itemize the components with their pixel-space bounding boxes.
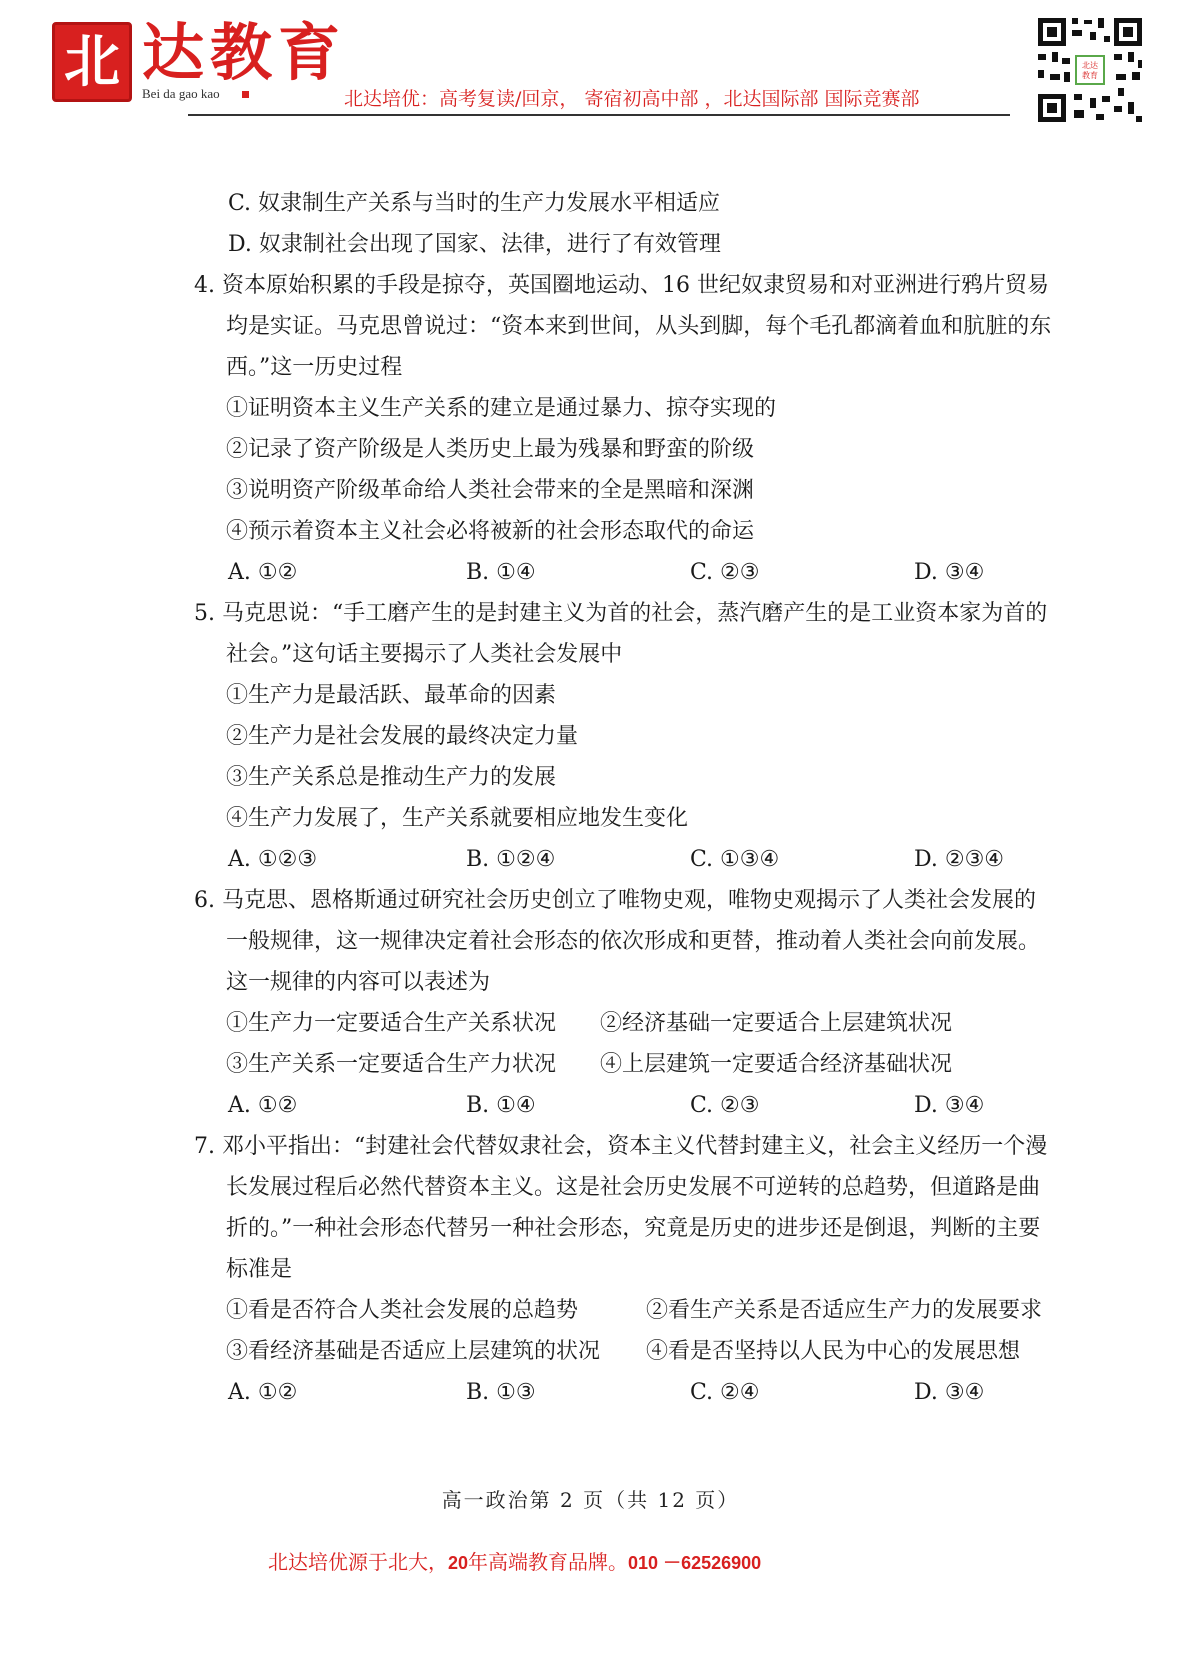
q4-item-2: ②记录了资产阶级是人类历史上最为残暴和野蛮的阶级 — [226, 437, 755, 462]
q5-item-2: ②生产力是社会发展的最终决定力量 — [226, 724, 579, 749]
q4-choice-c: C. ②③ — [690, 560, 760, 585]
q4-item-3: ③说明资产阶级革命给人类社会带来的全是黑暗和深渊 — [226, 478, 755, 503]
q6-item-3: ③生产关系一定要适合生产力状况 — [226, 1052, 557, 1077]
q5-choice-a: A. ①②③ — [228, 847, 318, 872]
q7-choice-c: C. ②④ — [690, 1380, 760, 1405]
q7-stem-3: 折的。”一种社会形态代替另一种社会形态，究竟是历史的进步还是倒退，判断的主要 — [226, 1216, 1041, 1241]
q5-item-1: ①生产力是最活跃、最革命的因素 — [226, 683, 557, 708]
option-c: C. 奴隶制生产关系与当时的生产力发展水平相适应 — [228, 191, 721, 216]
q6-stem-1: 6. 马克思、恩格斯通过研究社会历史创立了唯物史观，唯物史观揭示了人类社会发展的 — [194, 888, 1036, 913]
footer-ad-text-2: 年高端教育品牌。 — [468, 1550, 629, 1574]
q6-choice-a: A. ①② — [228, 1093, 298, 1118]
q7-stem-2: 长发展过程后必然代替资本主义。这是社会历史发展不可逆转的总趋势，但道路是曲 — [226, 1175, 1041, 1200]
footer-ad-years: 20 — [448, 1553, 469, 1573]
q7-item-2: ②看生产关系是否适应生产力的发展要求 — [646, 1298, 1043, 1323]
q4-item-4: ④预示着资本主义社会必将被新的社会形态取代的命运 — [226, 519, 755, 544]
svg-text:教育: 教育 — [1082, 71, 1098, 80]
q7-stem-1: 7. 邓小平指出：“封建社会代替奴隶社会，资本主义代替封建主义，社会主义经历一个漫 — [194, 1134, 1048, 1159]
header-divider — [188, 114, 1010, 116]
q6-item-2: ②经济基础一定要适合上层建筑状况 — [600, 1011, 953, 1036]
q4-stem-3: 西。”这一历史过程 — [226, 355, 403, 380]
q6-choice-c: C. ②③ — [690, 1093, 760, 1118]
q4-item-1: ①证明资本主义生产关系的建立是通过暴力、掠夺实现的 — [226, 396, 777, 421]
q7-item-3: ③看经济基础是否适应上层建筑的状况 — [226, 1339, 601, 1364]
q5-stem-1: 5. 马克思说：“手工磨产生的是封建主义为首的社会，蒸汽磨产生的是工业资本家为首的 — [194, 601, 1048, 626]
header-slogan: 北达培优：高考复读/回京， 寄宿初高中部 ，北达国际部 国际竞赛部 — [344, 88, 920, 110]
footer-ad-text: 北达培优源于北大， — [268, 1550, 448, 1574]
logo-pinyin: Bei da gao kao — [142, 86, 220, 101]
footer-advertisement — [268, 1546, 761, 1575]
logo-mark — [52, 22, 132, 102]
q4-choice-a: A. ①② — [228, 560, 298, 585]
page-number: 高一政治第 2 页（共 12 页） — [441, 1488, 740, 1512]
logo-square-icon — [242, 91, 249, 98]
q4-stem-2: 均是实证。马克思曾说过：“资本来到世间，从头到脚，每个毛孔都滴着血和肮脏的东 — [226, 314, 1052, 339]
q6-item-1: ①生产力一定要适合生产关系状况 — [226, 1011, 557, 1036]
logo-char: 北 — [64, 29, 120, 95]
q6-stem-3: 这一规律的内容可以表述为 — [226, 970, 491, 995]
q7-item-1: ①看是否符合人类社会发展的总趋势 — [226, 1298, 579, 1323]
page-header — [0, 0, 1181, 140]
q5-choice-d: D. ②③④ — [914, 847, 1005, 872]
q5-choice-b: B. ①②④ — [466, 847, 556, 872]
q5-item-3: ③生产关系总是推动生产力的发展 — [226, 765, 557, 790]
q7-stem-4: 标准是 — [226, 1257, 293, 1282]
q5-choice-c: C. ①③④ — [690, 847, 780, 872]
q5-stem-2: 社会。”这句话主要揭示了人类社会发展中 — [226, 642, 623, 667]
q7-choice-a: A. ①② — [228, 1380, 298, 1405]
qr-code-icon — [1034, 14, 1146, 126]
q7-choice-d: D. ③④ — [914, 1380, 985, 1405]
q4-choice-d: D. ③④ — [914, 560, 985, 585]
q6-stem-2: 一般规律，这一规律决定着社会形态的依次形成和更替，推动着人类社会向前发展。 — [226, 929, 1041, 954]
q6-choice-d: D. ③④ — [914, 1093, 985, 1118]
q7-item-4: ④看是否坚持以人民为中心的发展思想 — [646, 1339, 1021, 1364]
q4-choice-b: B. ①④ — [466, 560, 536, 585]
q6-item-4: ④上层建筑一定要适合经济基础状况 — [600, 1052, 953, 1077]
q6-choice-b: B. ①④ — [466, 1093, 536, 1118]
q4-stem-1: 4. 资本原始积累的手段是掠夺，英国圈地运动、16 世纪奴隶贸易和对亚洲进行鸦片贸易 — [194, 273, 1049, 298]
svg-text:北达: 北达 — [1082, 61, 1098, 70]
q7-choice-b: B. ①③ — [466, 1380, 536, 1405]
logo-name: 达教育 — [142, 16, 347, 89]
q5-item-4: ④生产力发展了，生产关系就要相应地发生变化 — [226, 806, 689, 831]
option-d: D. 奴隶制社会出现了国家、法律，进行了有效管理 — [228, 232, 721, 257]
footer-ad-phone: 010 －62526900 — [628, 1553, 762, 1573]
